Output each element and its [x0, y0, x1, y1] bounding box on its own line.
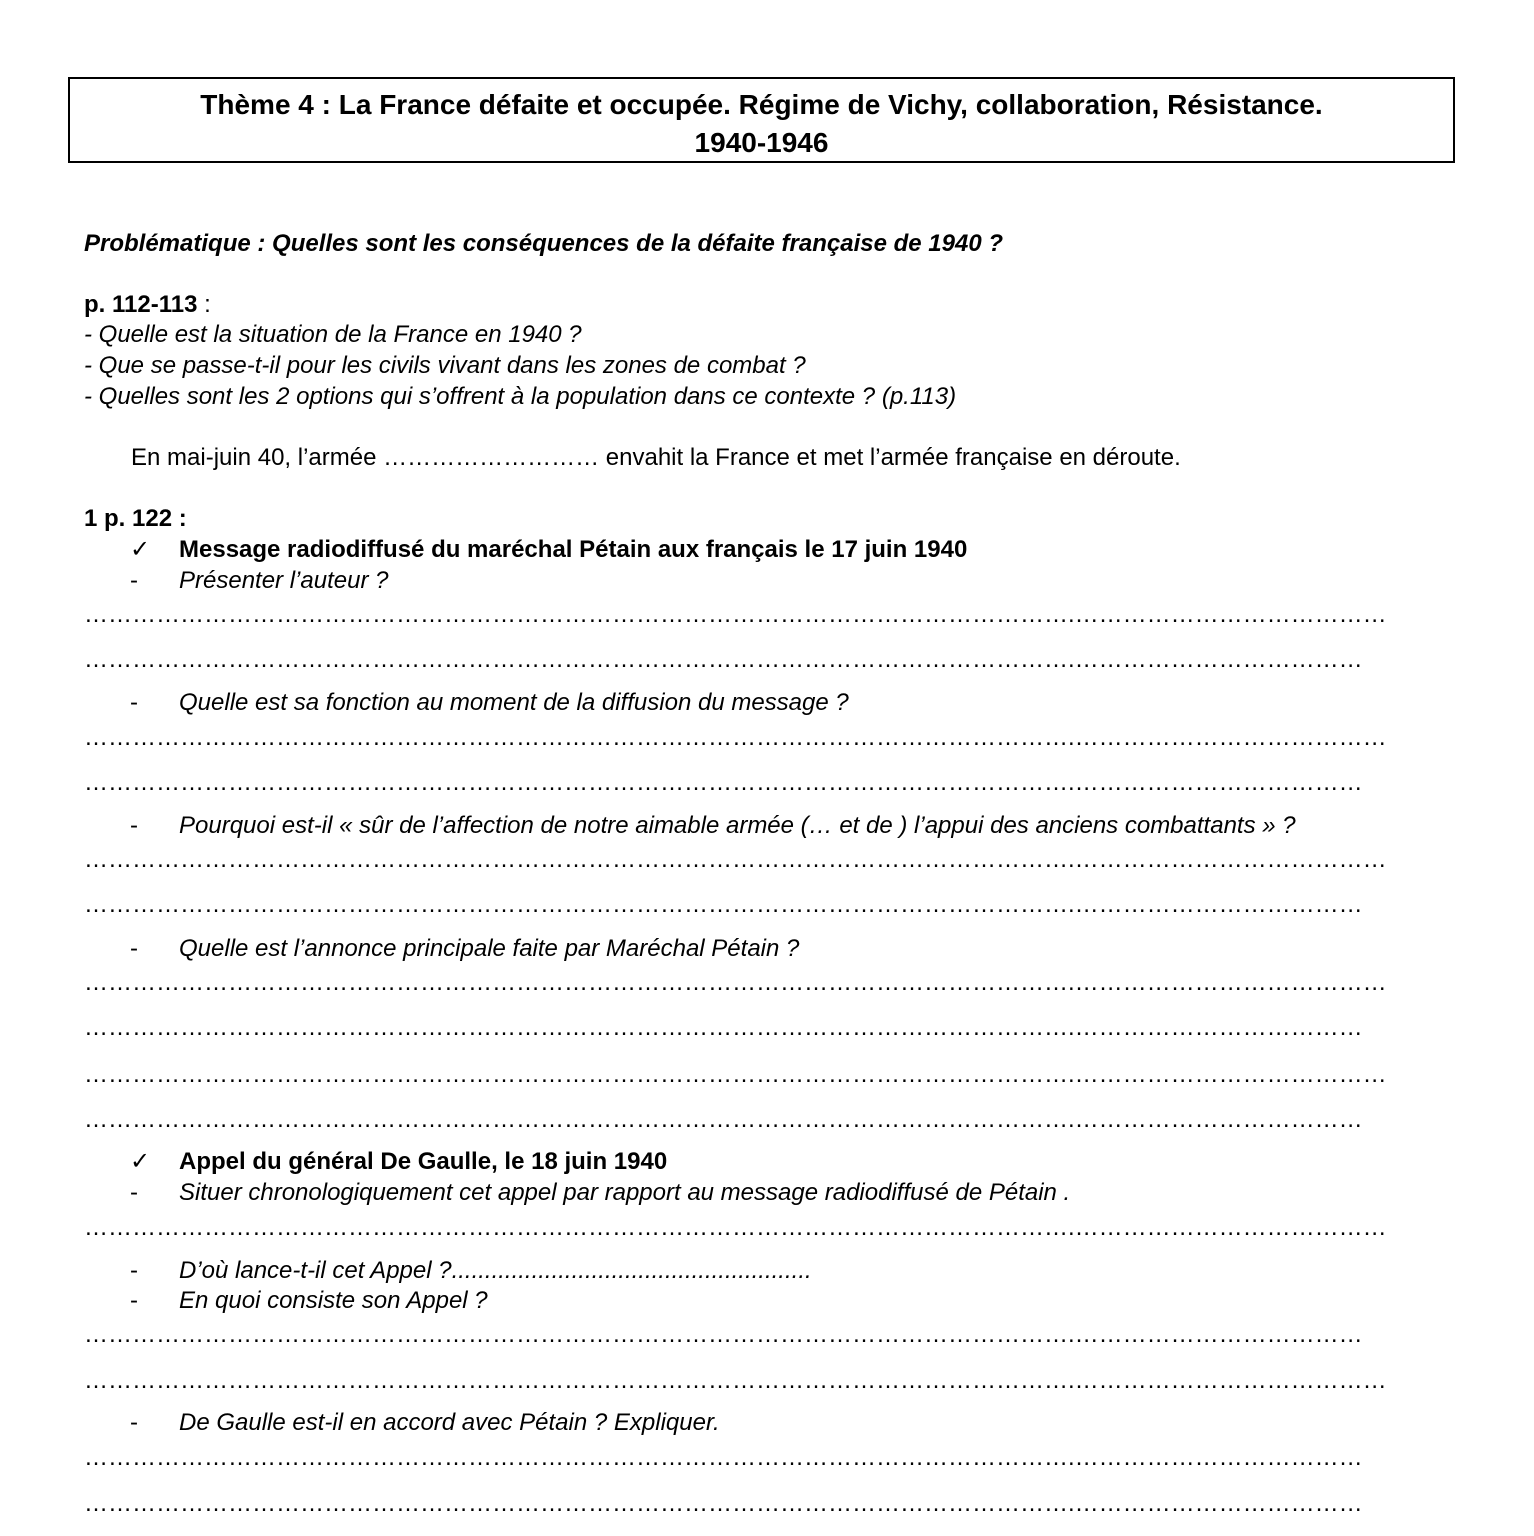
- title-box: [68, 77, 1455, 163]
- bullet-dash: -: [130, 1257, 138, 1284]
- bullet-dash: -: [130, 935, 138, 962]
- part2-question-2[interactable]: D’où lance-t-il cet Appel ?......................................................: [179, 1257, 812, 1284]
- title-line-2: 1940-1946: [694, 127, 829, 158]
- pages-ref: p. 112-113: [84, 291, 198, 318]
- answer-line[interactable]: …………………………………………………………………………………………………………….…………………………………: [84, 846, 1387, 873]
- checkmark-icon: ✓: [130, 536, 151, 563]
- part2-question-1: Situer chronologiquement cet appel par rapport au message radiodiffusé de Pétain .: [179, 1179, 1071, 1206]
- part1-question-1: Présenter l’auteur ?: [179, 567, 389, 594]
- pages-ref-line: [84, 290, 211, 320]
- intro-question-1: - Quelle est la situation de la France en 1940 ?: [84, 321, 582, 348]
- fill-sentence: En mai-juin 40, l’armée ……………………… envahit la France et met l’armée française en déroute.: [131, 444, 1181, 471]
- part2-question-3: En quoi consiste son Appel ?: [179, 1287, 488, 1314]
- checkmark-icon: ✓: [130, 1148, 151, 1175]
- part2-heading: Appel du général De Gaulle, le 18 juin 1940: [179, 1148, 668, 1175]
- answer-line[interactable]: …………………………………………………………………………………………………………….………………………………: [84, 1490, 1363, 1517]
- intro-question-3: - Quelles sont les 2 options qui s’offrent à la population dans ce contexte ? (p.113): [84, 383, 957, 410]
- answer-line[interactable]: …………………………………………………………………………………………………………….…………………………………: [84, 1367, 1387, 1394]
- bullet-dash: -: [130, 689, 138, 716]
- answer-line[interactable]: …………………………………………………………………………………………………………….………………………………: [84, 646, 1363, 673]
- pages-ref-colon: :: [197, 291, 211, 318]
- bullet-dash: -: [130, 1179, 138, 1206]
- bullet-dash: -: [130, 812, 138, 839]
- title-line-1: Thème 4 : La France défaite et occupée. Régime de Vichy, collaboration, Résistance.: [200, 89, 1323, 120]
- answer-line[interactable]: …………………………………………………………………………………………………………….………………………………: [84, 1014, 1363, 1041]
- answer-line[interactable]: …………………………………………………………………………………………………………….………………………………: [84, 769, 1363, 796]
- answer-line[interactable]: …………………………………………………………………………………………………………….………………………………: [84, 1444, 1363, 1471]
- part1-question-4: Quelle est l’annonce principale faite par Maréchal Pétain ?: [179, 935, 800, 962]
- part1-heading: Message radiodiffusé du maréchal Pétain aux français le 17 juin 1940: [179, 536, 968, 563]
- intro-question-2: - Que se passe-t-il pour les civils vivant dans les zones de combat ?: [84, 352, 806, 379]
- problematique: Problématique : Quelles sont les conséquences de la défaite française de 1940 ?: [84, 230, 1004, 257]
- bullet-dash: -: [130, 1409, 138, 1436]
- part2-question-4: De Gaulle est-il en accord avec Pétain ? Expliquer.: [179, 1409, 720, 1436]
- answer-line[interactable]: …………………………………………………………………………………………………………….………………………………: [84, 1321, 1363, 1348]
- answer-line[interactable]: …………………………………………………………………………………………………………….…………………………………: [84, 601, 1387, 628]
- document-reference: 1 p. 122 :: [84, 505, 187, 532]
- answer-line[interactable]: …………………………………………………………………………………………………………….…………………………………: [84, 969, 1387, 996]
- bullet-dash: -: [130, 567, 138, 594]
- answer-line[interactable]: …………………………………………………………………………………………………………….…………………………………: [84, 1061, 1387, 1088]
- bullet-dash: -: [130, 1287, 138, 1314]
- answer-line[interactable]: …………………………………………………………………………………………………………….…………………………………: [84, 724, 1387, 751]
- answer-line[interactable]: …………………………………………………………………………………………………………….………………………………: [84, 1106, 1363, 1133]
- answer-line[interactable]: …………………………………………………………………………………………………………….…………………………………: [84, 1214, 1387, 1241]
- part1-question-3: Pourquoi est-il « sûr de l’affection de notre aimable armée (… et de ) l’appui des anciens combattants » ?: [179, 812, 1296, 839]
- answer-line[interactable]: …………………………………………………………………………………………………………….………………………………: [84, 891, 1363, 918]
- part1-question-2: Quelle est sa fonction au moment de la diffusion du message ?: [179, 689, 849, 716]
